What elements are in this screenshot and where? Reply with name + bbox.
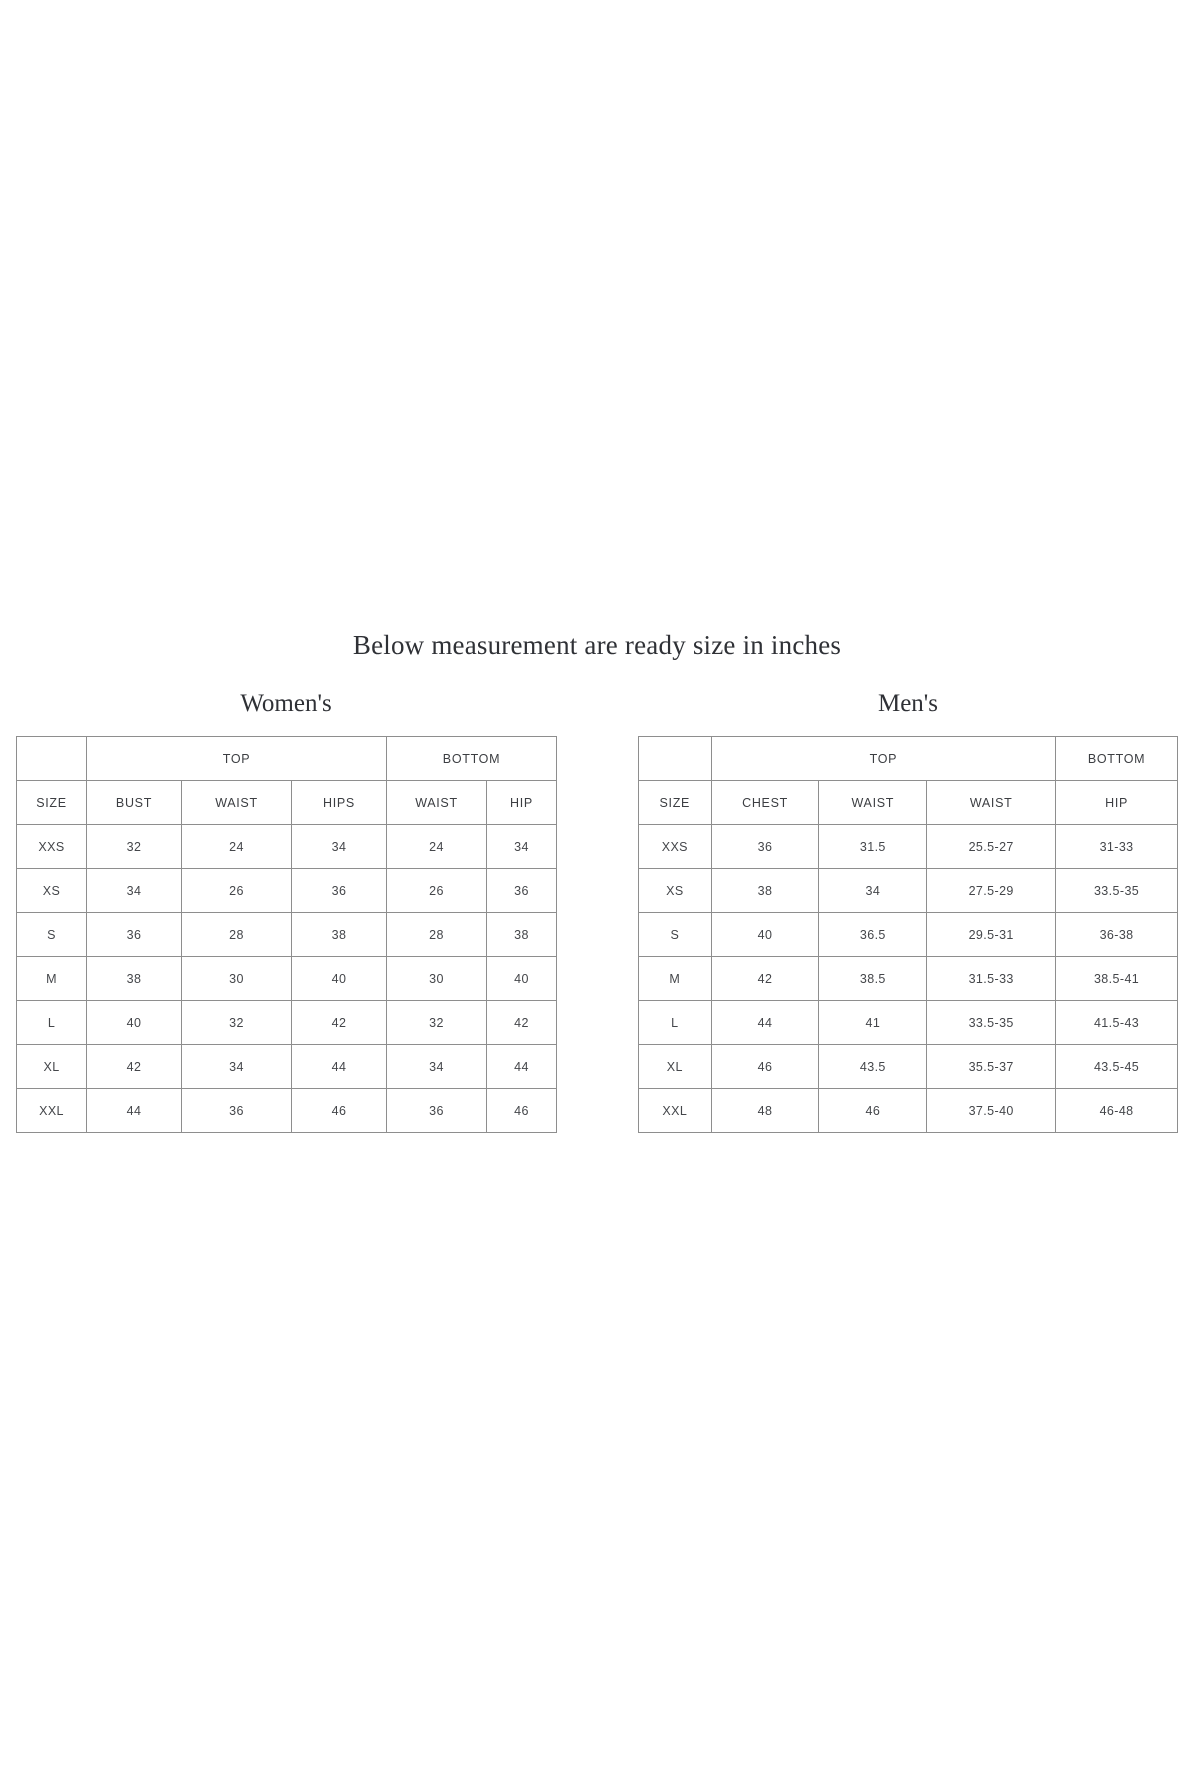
- cell-bottom-waist: 32: [387, 1001, 487, 1045]
- cell-hip: 46-48: [1056, 1089, 1178, 1133]
- womens-chart-title: Women's: [240, 690, 332, 717]
- cell-size: XS: [639, 869, 712, 913]
- column-header-row: [17, 781, 557, 825]
- column-header-bust: BUST: [87, 781, 182, 825]
- cell-chest: 44: [711, 1001, 819, 1045]
- page-title: Below measurement are ready size in inches: [352, 630, 842, 660]
- cell-hip: 38.5-41: [1056, 957, 1178, 1001]
- table-row: [639, 1001, 1178, 1045]
- table-row: [17, 1089, 557, 1133]
- cell-size: XXL: [639, 1089, 712, 1133]
- column-header-size: SIZE: [17, 781, 87, 825]
- cell-top-waist: 38.5: [819, 957, 927, 1001]
- cell-chest: 38: [711, 869, 819, 913]
- column-header-hips: HIPS: [292, 781, 387, 825]
- group-header-blank: [17, 737, 87, 781]
- cell-hip: 36-38: [1056, 913, 1178, 957]
- cell-hips: 36: [292, 869, 387, 913]
- cell-size: L: [639, 1001, 712, 1045]
- column-header-top-waist: WAIST: [819, 781, 927, 825]
- cell-size: XL: [639, 1045, 712, 1089]
- cell-top-waist: 26: [182, 869, 292, 913]
- column-header-size: SIZE: [639, 781, 712, 825]
- cell-hips: 34: [292, 825, 387, 869]
- cell-hips: 46: [292, 1089, 387, 1133]
- cell-chest: 42: [711, 957, 819, 1001]
- cell-hip: 43.5-45: [1056, 1045, 1178, 1089]
- cell-chest: 36: [711, 825, 819, 869]
- cell-bottom-waist: 25.5-27: [927, 825, 1056, 869]
- cell-hip: 31-33: [1056, 825, 1178, 869]
- cell-bust: 42: [87, 1045, 182, 1089]
- table-row: [639, 825, 1178, 869]
- table-row: [17, 957, 557, 1001]
- cell-top-waist: 43.5: [819, 1045, 927, 1089]
- womens-table-body: [17, 825, 557, 1133]
- cell-hip: 33.5-35: [1056, 869, 1178, 913]
- cell-top-waist: 28: [182, 913, 292, 957]
- cell-top-waist: 24: [182, 825, 292, 869]
- cell-bust: 32: [87, 825, 182, 869]
- cell-top-waist: 32: [182, 1001, 292, 1045]
- cell-hips: 40: [292, 957, 387, 1001]
- cell-size: M: [17, 957, 87, 1001]
- cell-bottom-waist: 35.5-37: [927, 1045, 1056, 1089]
- cell-bottom-waist: 26: [387, 869, 487, 913]
- womens-table-head: [17, 737, 557, 825]
- cell-top-waist: 34: [182, 1045, 292, 1089]
- mens-measurement-table: [638, 736, 1178, 1133]
- mens-table-body: [639, 825, 1178, 1133]
- table-row: [639, 869, 1178, 913]
- table-row: [639, 1089, 1178, 1133]
- table-row: [639, 913, 1178, 957]
- cell-hip: 44: [487, 1045, 557, 1089]
- cell-top-waist: 41: [819, 1001, 927, 1045]
- mens-size-chart: [638, 690, 1178, 1133]
- cell-hips: 42: [292, 1001, 387, 1045]
- table-row: [17, 1001, 557, 1045]
- cell-size: XS: [17, 869, 87, 913]
- column-header-hip: HIP: [1056, 781, 1178, 825]
- cell-hips: 44: [292, 1045, 387, 1089]
- cell-hip: 38: [487, 913, 557, 957]
- cell-bottom-waist: 34: [387, 1045, 487, 1089]
- cell-size: L: [17, 1001, 87, 1045]
- cell-top-waist: 31.5: [819, 825, 927, 869]
- group-header-row: [639, 737, 1178, 781]
- group-header-blank: [639, 737, 712, 781]
- cell-bottom-waist: 27.5-29: [927, 869, 1056, 913]
- cell-top-waist: 36: [182, 1089, 292, 1133]
- cell-size: XL: [17, 1045, 87, 1089]
- cell-hip: 42: [487, 1001, 557, 1045]
- column-header-chest: CHEST: [711, 781, 819, 825]
- cell-size: XXL: [17, 1089, 87, 1133]
- cell-bust: 40: [87, 1001, 182, 1045]
- table-row: [17, 869, 557, 913]
- cell-chest: 48: [711, 1089, 819, 1133]
- cell-size: S: [17, 913, 87, 957]
- cell-top-waist: 46: [819, 1089, 927, 1133]
- cell-bottom-waist: 36: [387, 1089, 487, 1133]
- column-header-hip: HIP: [487, 781, 557, 825]
- mens-chart-title: Men's: [877, 690, 939, 717]
- cell-bust: 44: [87, 1089, 182, 1133]
- column-header-row: [639, 781, 1178, 825]
- cell-top-waist: 30: [182, 957, 292, 1001]
- table-row: [17, 913, 557, 957]
- womens-measurement-table: [16, 736, 557, 1133]
- table-row: [639, 957, 1178, 1001]
- cell-chest: 46: [711, 1045, 819, 1089]
- cell-top-waist: 36.5: [819, 913, 927, 957]
- cell-size: S: [639, 913, 712, 957]
- group-header-top: TOP: [711, 737, 1055, 781]
- cell-bottom-waist: 24: [387, 825, 487, 869]
- cell-size: XXS: [17, 825, 87, 869]
- cell-size: XXS: [639, 825, 712, 869]
- cell-size: M: [639, 957, 712, 1001]
- cell-hip: 46: [487, 1089, 557, 1133]
- group-header-row: [17, 737, 557, 781]
- column-header-bottom-waist: WAIST: [927, 781, 1056, 825]
- cell-hips: 38: [292, 913, 387, 957]
- group-header-bottom: BOTTOM: [387, 737, 557, 781]
- table-row: [639, 1045, 1178, 1089]
- column-header-bottom-waist: WAIST: [387, 781, 487, 825]
- cell-hip: 36: [487, 869, 557, 913]
- cell-chest: 40: [711, 913, 819, 957]
- cell-bottom-waist: 37.5-40: [927, 1089, 1056, 1133]
- column-header-top-waist: WAIST: [182, 781, 292, 825]
- cell-hip: 40: [487, 957, 557, 1001]
- cell-bottom-waist: 31.5-33: [927, 957, 1056, 1001]
- cell-bust: 38: [87, 957, 182, 1001]
- cell-bottom-waist: 28: [387, 913, 487, 957]
- group-header-bottom: BOTTOM: [1056, 737, 1178, 781]
- cell-hip: 41.5-43: [1056, 1001, 1178, 1045]
- table-row: [17, 825, 557, 869]
- cell-bust: 36: [87, 913, 182, 957]
- cell-hip: 34: [487, 825, 557, 869]
- cell-bottom-waist: 33.5-35: [927, 1001, 1056, 1045]
- cell-bottom-waist: 29.5-31: [927, 913, 1056, 957]
- cell-bottom-waist: 30: [387, 957, 487, 1001]
- mens-table-head: [639, 737, 1178, 825]
- cell-top-waist: 34: [819, 869, 927, 913]
- group-header-top: TOP: [87, 737, 387, 781]
- cell-bust: 34: [87, 869, 182, 913]
- womens-size-chart: [16, 690, 556, 1133]
- table-row: [17, 1045, 557, 1089]
